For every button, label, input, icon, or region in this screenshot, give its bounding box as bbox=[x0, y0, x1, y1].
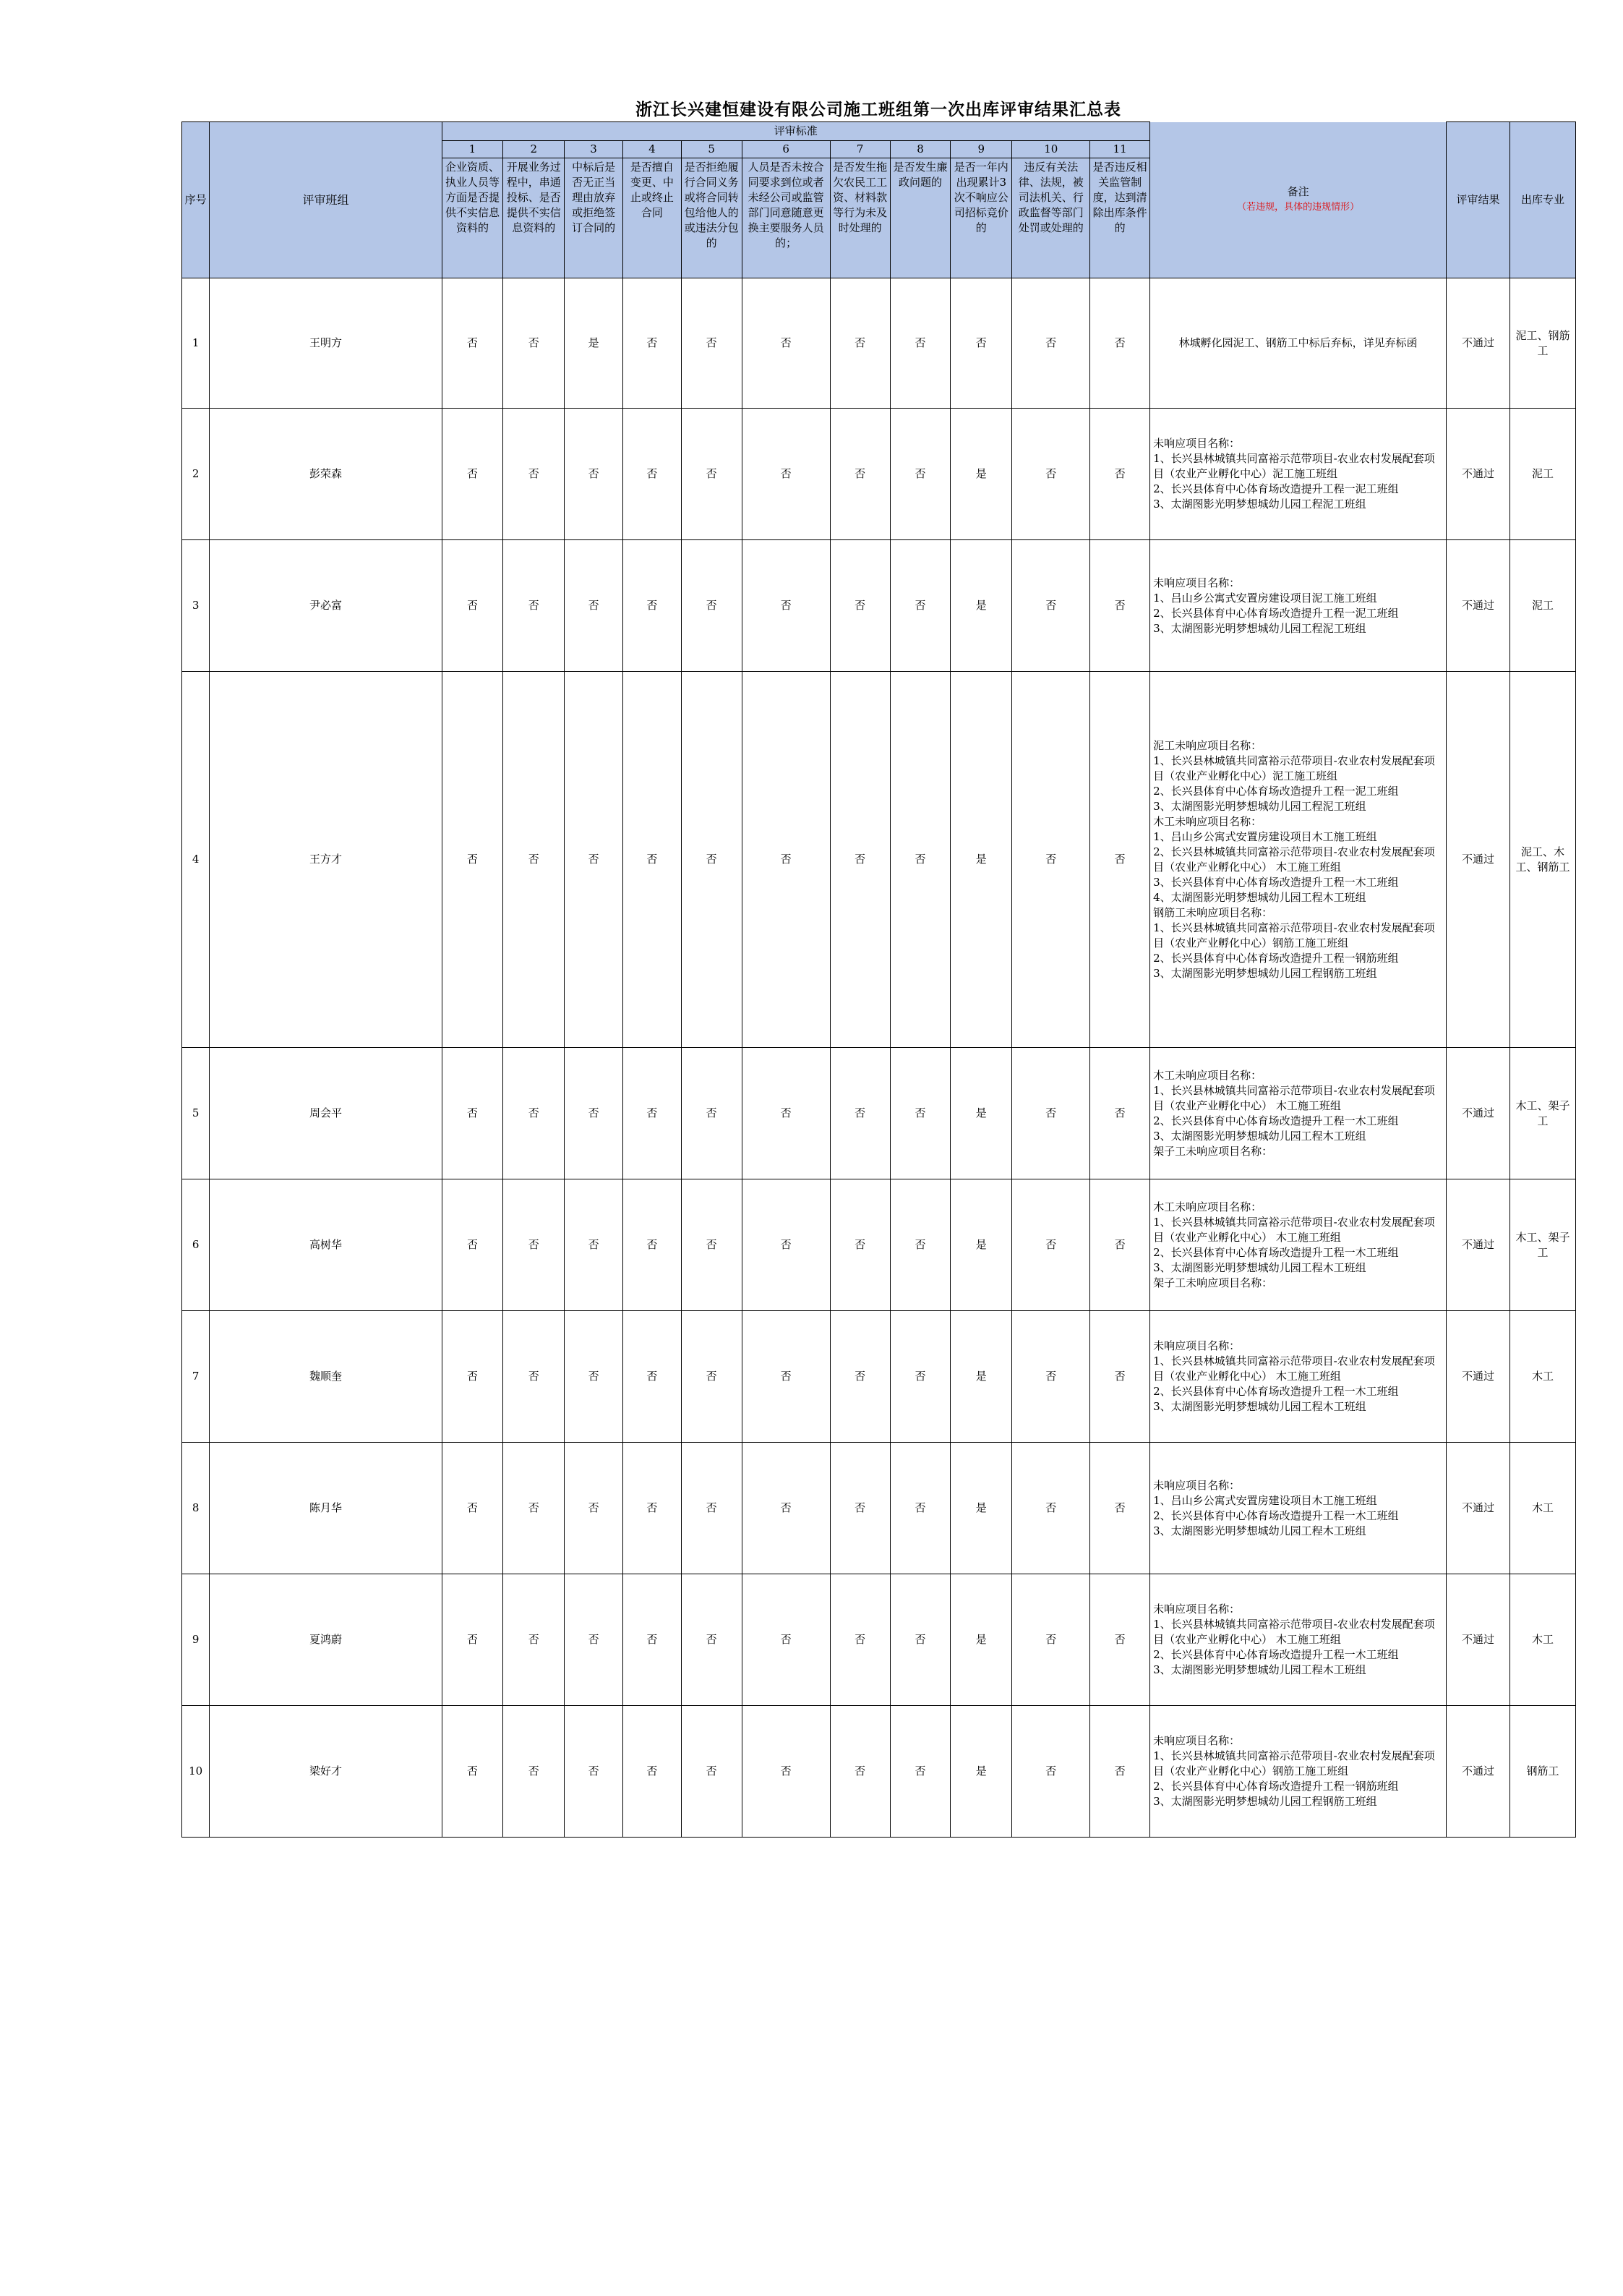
remark-line: 3、太湖图影光明梦想城幼儿园工程木工班组 bbox=[1153, 1400, 1366, 1413]
criterion-11-value: 否 bbox=[1090, 278, 1150, 409]
criterion-text-10: 违反有关法律、法规，被司法机关、行政监督等部门处罚或处理的 bbox=[1012, 158, 1090, 278]
criterion-6-value: 否 bbox=[742, 1048, 830, 1179]
team-name-cell: 魏顺奎 bbox=[210, 1311, 442, 1443]
result-cell: 不通过 bbox=[1447, 1574, 1510, 1706]
remark-cell bbox=[1150, 1574, 1447, 1706]
spec-cell: 木工、架子工 bbox=[1509, 1048, 1575, 1179]
criterion-5-value: 否 bbox=[681, 1048, 742, 1179]
criterion-number-4: 4 bbox=[622, 141, 681, 158]
criterion-number-5: 5 bbox=[681, 141, 742, 158]
remark-line: 2、长兴县体育中心体育场改造提升工程一泥工班组 bbox=[1153, 606, 1399, 620]
criterion-8-value: 否 bbox=[890, 1048, 951, 1179]
criterion-4-value: 否 bbox=[622, 672, 681, 1048]
criterion-6-value: 否 bbox=[742, 1443, 830, 1574]
criterion-9-value: 否 bbox=[951, 278, 1012, 409]
criterion-7-value: 否 bbox=[830, 278, 890, 409]
criterion-number-6: 6 bbox=[742, 141, 830, 158]
remark-cell bbox=[1150, 1179, 1447, 1311]
result-header: 评审结果 bbox=[1447, 122, 1510, 278]
criterion-number-11: 11 bbox=[1090, 141, 1150, 158]
table-row bbox=[182, 1706, 1576, 1838]
criterion-7-value: 否 bbox=[830, 1048, 890, 1179]
criterion-2-value: 否 bbox=[503, 409, 565, 540]
remark-line: 2、长兴县体育中心体育场改造提升工程一木工班组 bbox=[1153, 1245, 1399, 1259]
remark-line: 林城孵化园泥工、钢筋工中标后弃标，详见弃标函 bbox=[1178, 336, 1418, 349]
criterion-8-value: 否 bbox=[890, 409, 951, 540]
remark-line: 2、长兴县体育中心体育场改造提升工程一钢筋班组 bbox=[1153, 1780, 1399, 1793]
criterion-2-value: 否 bbox=[503, 672, 565, 1048]
remark-line: 3、太湖图影光明梦想城幼儿园工程木工班组 bbox=[1153, 1524, 1366, 1537]
criterion-2-value: 否 bbox=[503, 1443, 565, 1574]
criterion-10-value: 否 bbox=[1012, 1311, 1090, 1443]
remark-cell bbox=[1150, 672, 1447, 1048]
seq-cell: 5 bbox=[182, 1048, 210, 1179]
team-name-cell: 梁好才 bbox=[210, 1706, 442, 1838]
team-name-cell: 夏鸿蔚 bbox=[210, 1574, 442, 1706]
team-name-cell: 高树华 bbox=[210, 1179, 442, 1311]
criterion-11-value: 否 bbox=[1090, 1048, 1150, 1179]
remark-line: 2、长兴县体育中心体育场改造提升工程一木工班组 bbox=[1153, 1648, 1399, 1661]
criterion-text-5: 是否拒绝履行合同义务或将合同转包给他人的或违法分包的 bbox=[681, 158, 742, 278]
team-name-cell: 陈月华 bbox=[210, 1443, 442, 1574]
criterion-10-value: 否 bbox=[1012, 1179, 1090, 1311]
criterion-10-value: 否 bbox=[1012, 1048, 1090, 1179]
criterion-2-value: 否 bbox=[503, 1179, 565, 1311]
criterion-7-value: 否 bbox=[830, 1179, 890, 1311]
criterion-9-value: 是 bbox=[951, 672, 1012, 1048]
criterion-text-7: 是否发生拖欠农民工工资、材料款等行为未及时处理的 bbox=[830, 158, 890, 278]
criterion-9-value: 是 bbox=[951, 409, 1012, 540]
remark-line: 泥工未响应项目名称： bbox=[1153, 738, 1262, 752]
spec-header: 出库专业 bbox=[1509, 122, 1575, 278]
seq-cell: 3 bbox=[182, 540, 210, 672]
criterion-number-2: 2 bbox=[503, 141, 565, 158]
criterion-9-value: 是 bbox=[951, 1048, 1012, 1179]
remark-line: 2、长兴县体育中心体育场改造提升工程一泥工班组 bbox=[1153, 482, 1399, 495]
table-row bbox=[182, 1443, 1576, 1574]
spec-cell: 泥工、钢筋工 bbox=[1509, 278, 1575, 409]
result-cell: 不通过 bbox=[1447, 1179, 1510, 1311]
remark-line: 1、长兴县林城镇共同富裕示范带项目-农业农村发展配套项目（农业产业孵化中心） 木工施工班组 bbox=[1153, 1215, 1435, 1244]
criterion-text-3: 中标后是否无正当理由放弃或拒绝签订合同的 bbox=[565, 158, 623, 278]
spec-cell: 木工 bbox=[1509, 1311, 1575, 1443]
criterion-7-value: 否 bbox=[830, 672, 890, 1048]
seq-cell: 1 bbox=[182, 278, 210, 409]
seq-cell: 4 bbox=[182, 672, 210, 1048]
criterion-1-value: 否 bbox=[442, 1443, 503, 1574]
remark-line: 3、太湖图影光明梦想城幼儿园工程泥工班组 bbox=[1153, 498, 1366, 511]
criterion-7-value: 否 bbox=[830, 409, 890, 540]
criterion-text-8: 是否发生廉政问题的 bbox=[890, 158, 951, 278]
criterion-3-value: 否 bbox=[565, 540, 623, 672]
remark-line: 4、太湖图影光明梦想城幼儿园工程木工班组 bbox=[1153, 890, 1366, 904]
remark-line: 3、太湖图影光明梦想城幼儿园工程木工班组 bbox=[1153, 1663, 1366, 1676]
seq-cell: 7 bbox=[182, 1311, 210, 1443]
result-cell: 不通过 bbox=[1447, 540, 1510, 672]
remark-line: 未响应项目名称： bbox=[1153, 1602, 1241, 1616]
criterion-10-value: 否 bbox=[1012, 1574, 1090, 1706]
criterion-6-value: 否 bbox=[742, 540, 830, 672]
remark-line: 2、长兴县林城镇共同富裕示范带项目-农业农村发展配套项目（农业产业孵化中心） 木工施工班组 bbox=[1153, 845, 1435, 874]
remark-cell bbox=[1150, 1311, 1447, 1443]
criterion-2-value: 否 bbox=[503, 540, 565, 672]
criterion-6-value: 否 bbox=[742, 409, 830, 540]
team-name-cell: 王明方 bbox=[210, 278, 442, 409]
criterion-8-value: 否 bbox=[890, 278, 951, 409]
criterion-number-7: 7 bbox=[830, 141, 890, 158]
criterion-11-value: 否 bbox=[1090, 1706, 1150, 1838]
criterion-8-value: 否 bbox=[890, 672, 951, 1048]
spec-cell: 钢筋工 bbox=[1509, 1706, 1575, 1838]
remark-line: 3、长兴县体育中心体育场改造提升工程一木工班组 bbox=[1153, 875, 1399, 889]
result-cell: 不通过 bbox=[1447, 1048, 1510, 1179]
criterion-6-value: 否 bbox=[742, 1179, 830, 1311]
criterion-9-value: 是 bbox=[951, 1311, 1012, 1443]
seq-cell: 10 bbox=[182, 1706, 210, 1838]
criterion-number-8: 8 bbox=[890, 141, 951, 158]
page-title: 浙江长兴建恒建设有限公司施工班组第一次出库评审结果汇总表 bbox=[635, 100, 1121, 119]
remark-line: 未响应项目名称： bbox=[1153, 1339, 1241, 1352]
remark-line: 3、太湖图影光明梦想城幼儿园工程泥工班组 bbox=[1153, 621, 1366, 635]
remark-line: 1、吕山乡公寓式安置房建设项目泥工施工班组 bbox=[1153, 591, 1377, 605]
remark-header-label: 备注 bbox=[1287, 185, 1309, 199]
remark-cell bbox=[1150, 1706, 1447, 1838]
remark-line: 3、太湖图影光明梦想城幼儿园工程木工班组 bbox=[1153, 1260, 1366, 1274]
remark-header-note: （若违规，具体的违规情形） bbox=[1237, 202, 1360, 213]
criterion-7-value: 否 bbox=[830, 1706, 890, 1838]
criterion-10-value: 否 bbox=[1012, 278, 1090, 409]
criterion-8-value: 否 bbox=[890, 1179, 951, 1311]
criterion-5-value: 否 bbox=[681, 278, 742, 409]
criterion-2-value: 否 bbox=[503, 1048, 565, 1179]
criterion-10-value: 否 bbox=[1012, 1706, 1090, 1838]
criterion-3-value: 否 bbox=[565, 409, 623, 540]
remark-line: 3、太湖图影光明梦想城幼儿园工程木工班组 bbox=[1153, 1129, 1366, 1143]
remark-line: 1、长兴县林城镇共同富裕示范带项目-农业农村发展配套项目（农业产业孵化中心）钢筋工施工班组 bbox=[1153, 921, 1435, 949]
criterion-text-11: 是否违反相关监管制度，达到清除出库条件的 bbox=[1090, 158, 1150, 278]
result-cell: 不通过 bbox=[1447, 1706, 1510, 1838]
remark-line: 木工未响应项目名称： bbox=[1153, 1068, 1262, 1082]
remark-line: 1、长兴县林城镇共同富裕示范带项目-农业农村发展配套项目（农业产业孵化中心）泥工施工班组 bbox=[1153, 754, 1435, 782]
criterion-3-value: 否 bbox=[565, 1311, 623, 1443]
criterion-3-value: 否 bbox=[565, 1179, 623, 1311]
criterion-number-9: 9 bbox=[951, 141, 1012, 158]
criterion-4-value: 否 bbox=[622, 1179, 681, 1311]
criterion-6-value: 否 bbox=[742, 672, 830, 1048]
criterion-11-value: 否 bbox=[1090, 1179, 1150, 1311]
criterion-4-value: 否 bbox=[622, 1574, 681, 1706]
criterion-text-2: 开展业务过程中，串通投标、是否提供不实信息资料的 bbox=[503, 158, 565, 278]
criterion-3-value: 否 bbox=[565, 1706, 623, 1838]
team-header: 评审班组 bbox=[210, 122, 442, 278]
seq-cell: 9 bbox=[182, 1574, 210, 1706]
remark-line: 未响应项目名称： bbox=[1153, 576, 1241, 589]
criterion-10-value: 否 bbox=[1012, 540, 1090, 672]
table-row bbox=[182, 1179, 1576, 1311]
criterion-5-value: 否 bbox=[681, 409, 742, 540]
criterion-text-4: 是否擅自变更、中止或终止合同 bbox=[622, 158, 681, 278]
criterion-7-value: 否 bbox=[830, 1574, 890, 1706]
remark-line: 1、长兴县林城镇共同富裕示范带项目-农业农村发展配套项目（农业产业孵化中心）钢筋工施工班组 bbox=[1153, 1749, 1435, 1778]
remark-line: 2、长兴县体育中心体育场改造提升工程一钢筋班组 bbox=[1153, 951, 1399, 965]
remark-line: 1、长兴县林城镇共同富裕示范带项目-农业农村发展配套项目（农业产业孵化中心） 木工施工班组 bbox=[1153, 1354, 1435, 1383]
remark-line: 未响应项目名称： bbox=[1153, 437, 1241, 450]
table-row bbox=[182, 409, 1576, 540]
remark-line: 2、长兴县体育中心体育场改造提升工程一木工班组 bbox=[1153, 1114, 1399, 1127]
criterion-7-value: 否 bbox=[830, 1443, 890, 1574]
criterion-7-value: 否 bbox=[830, 1311, 890, 1443]
remark-cell bbox=[1150, 1048, 1447, 1179]
criterion-1-value: 否 bbox=[442, 540, 503, 672]
criterion-8-value: 否 bbox=[890, 1443, 951, 1574]
table-row bbox=[182, 672, 1576, 1048]
remark-line: 2、长兴县体育中心体育场改造提升工程一泥工班组 bbox=[1153, 784, 1399, 798]
remark-line: 2、长兴县体育中心体育场改造提升工程一木工班组 bbox=[1153, 1385, 1399, 1398]
remark-line: 3、太湖图影光明梦想城幼儿园工程钢筋工班组 bbox=[1153, 1795, 1377, 1808]
team-name-cell: 彭荣森 bbox=[210, 409, 442, 540]
remark-line: 1、长兴县林城镇共同富裕示范带项目-农业农村发展配套项目（农业产业孵化中心） 木工施工班组 bbox=[1153, 1083, 1435, 1112]
remark-line: 木工未响应项目名称： bbox=[1153, 814, 1262, 828]
criterion-1-value: 否 bbox=[442, 278, 503, 409]
remark-line: 1、长兴县林城镇共同富裕示范带项目-农业农村发展配套项目（农业产业孵化中心）泥工施工班组 bbox=[1153, 452, 1435, 480]
spec-cell: 木工 bbox=[1509, 1443, 1575, 1574]
result-cell: 不通过 bbox=[1447, 278, 1510, 409]
criterion-number-10: 10 bbox=[1012, 141, 1090, 158]
spec-cell: 木工、架子工 bbox=[1509, 1179, 1575, 1311]
criterion-8-value: 否 bbox=[890, 540, 951, 672]
remark-cell bbox=[1150, 1443, 1447, 1574]
remark-cell bbox=[1150, 278, 1447, 409]
criterion-2-value: 否 bbox=[503, 278, 565, 409]
review-summary-table bbox=[181, 121, 1576, 1838]
remark-line: 未响应项目名称： bbox=[1153, 1734, 1241, 1747]
criterion-11-value: 否 bbox=[1090, 1574, 1150, 1706]
criterion-1-value: 否 bbox=[442, 409, 503, 540]
criterion-9-value: 是 bbox=[951, 1574, 1012, 1706]
criterion-6-value: 否 bbox=[742, 278, 830, 409]
criterion-5-value: 否 bbox=[681, 672, 742, 1048]
criterion-4-value: 否 bbox=[622, 540, 681, 672]
result-cell: 不通过 bbox=[1447, 1311, 1510, 1443]
result-cell: 不通过 bbox=[1447, 1443, 1510, 1574]
criterion-11-value: 否 bbox=[1090, 540, 1150, 672]
team-name-cell: 王方才 bbox=[210, 672, 442, 1048]
criterion-1-value: 否 bbox=[442, 1179, 503, 1311]
criterion-11-value: 否 bbox=[1090, 409, 1150, 540]
criterion-10-value: 否 bbox=[1012, 409, 1090, 540]
criterion-9-value: 是 bbox=[951, 1706, 1012, 1838]
remark-line: 3、太湖图影光明梦想城幼儿园工程泥工班组 bbox=[1153, 799, 1366, 813]
criterion-5-value: 否 bbox=[681, 1443, 742, 1574]
criterion-7-value: 否 bbox=[830, 540, 890, 672]
criterion-1-value: 否 bbox=[442, 1048, 503, 1179]
remark-cell bbox=[1150, 540, 1447, 672]
criterion-5-value: 否 bbox=[681, 1311, 742, 1443]
criterion-3-value: 否 bbox=[565, 672, 623, 1048]
remark-line: 架子工未响应项目名称： bbox=[1153, 1276, 1273, 1289]
remark-line: 1、吕山乡公寓式安置房建设项目木工施工班组 bbox=[1153, 1493, 1377, 1507]
criterion-2-value: 否 bbox=[503, 1574, 565, 1706]
remark-line: 未响应项目名称： bbox=[1153, 1478, 1241, 1492]
remark-line: 3、太湖图影光明梦想城幼儿园工程钢筋工班组 bbox=[1153, 966, 1377, 980]
remark-line: 2、长兴县体育中心体育场改造提升工程一木工班组 bbox=[1153, 1508, 1399, 1522]
criterion-5-value: 否 bbox=[681, 1706, 742, 1838]
criterion-4-value: 否 bbox=[622, 278, 681, 409]
criterion-11-value: 否 bbox=[1090, 672, 1150, 1048]
remark-header bbox=[1150, 122, 1447, 278]
table-row bbox=[182, 540, 1576, 672]
seq-header: 序号 bbox=[182, 122, 210, 278]
criterion-5-value: 否 bbox=[681, 1574, 742, 1706]
criterion-5-value: 否 bbox=[681, 540, 742, 672]
criterion-11-value: 否 bbox=[1090, 1311, 1150, 1443]
criterion-4-value: 否 bbox=[622, 1311, 681, 1443]
criterion-9-value: 是 bbox=[951, 1443, 1012, 1574]
criterion-8-value: 否 bbox=[890, 1311, 951, 1443]
remark-line: 1、长兴县林城镇共同富裕示范带项目-农业农村发展配套项目（农业产业孵化中心） 木工施工班组 bbox=[1153, 1618, 1435, 1646]
spec-cell: 泥工 bbox=[1509, 540, 1575, 672]
criterion-11-value: 否 bbox=[1090, 1443, 1150, 1574]
criterion-3-value: 是 bbox=[565, 278, 623, 409]
criterion-3-value: 否 bbox=[565, 1443, 623, 1574]
team-name-cell: 尹必富 bbox=[210, 540, 442, 672]
criterion-3-value: 否 bbox=[565, 1048, 623, 1179]
criterion-3-value: 否 bbox=[565, 1574, 623, 1706]
criterion-2-value: 否 bbox=[503, 1311, 565, 1443]
criterion-1-value: 否 bbox=[442, 1311, 503, 1443]
table-row bbox=[182, 1311, 1576, 1443]
criterion-4-value: 否 bbox=[622, 409, 681, 540]
criterion-number-3: 3 bbox=[565, 141, 623, 158]
criterion-5-value: 否 bbox=[681, 1179, 742, 1311]
seq-cell: 8 bbox=[182, 1443, 210, 1574]
table-row bbox=[182, 1574, 1576, 1706]
criteria-group-header: 评审标准 bbox=[442, 122, 1150, 141]
result-cell: 不通过 bbox=[1447, 672, 1510, 1048]
seq-cell: 6 bbox=[182, 1179, 210, 1311]
criterion-text-6: 人员是否未按合同要求到位或者未经公司或监管部门同意随意更换主要服务人员的； bbox=[742, 158, 830, 278]
table-row bbox=[182, 278, 1576, 409]
criterion-6-value: 否 bbox=[742, 1574, 830, 1706]
spec-cell: 泥工 bbox=[1509, 409, 1575, 540]
team-name-cell: 周会平 bbox=[210, 1048, 442, 1179]
remark-line: 架子工未响应项目名称： bbox=[1153, 1144, 1273, 1158]
criterion-number-1: 1 bbox=[442, 141, 503, 158]
criterion-1-value: 否 bbox=[442, 672, 503, 1048]
remark-cell bbox=[1150, 409, 1447, 540]
table-row bbox=[182, 1048, 1576, 1179]
criterion-9-value: 是 bbox=[951, 1179, 1012, 1311]
criterion-text-1: 企业资质、执业人员等方面是否提供不实信息资料的 bbox=[442, 158, 503, 278]
criterion-8-value: 否 bbox=[890, 1574, 951, 1706]
criterion-1-value: 否 bbox=[442, 1706, 503, 1838]
criterion-6-value: 否 bbox=[742, 1311, 830, 1443]
spec-cell: 木工 bbox=[1509, 1574, 1575, 1706]
spec-cell: 泥工、木工、钢筋工 bbox=[1509, 672, 1575, 1048]
criterion-4-value: 否 bbox=[622, 1048, 681, 1179]
criterion-8-value: 否 bbox=[890, 1706, 951, 1838]
criterion-4-value: 否 bbox=[622, 1443, 681, 1574]
seq-cell: 2 bbox=[182, 409, 210, 540]
criterion-1-value: 否 bbox=[442, 1574, 503, 1706]
criterion-10-value: 否 bbox=[1012, 672, 1090, 1048]
criterion-text-9: 是否一年内出现累计3次不响应公司招标竞价的 bbox=[951, 158, 1012, 278]
result-cell: 不通过 bbox=[1447, 409, 1510, 540]
criterion-4-value: 否 bbox=[622, 1706, 681, 1838]
remark-line: 1、吕山乡公寓式安置房建设项目木工施工班组 bbox=[1153, 829, 1377, 843]
remark-line: 木工未响应项目名称： bbox=[1153, 1200, 1262, 1213]
criterion-9-value: 是 bbox=[951, 540, 1012, 672]
criterion-6-value: 否 bbox=[742, 1706, 830, 1838]
criterion-10-value: 否 bbox=[1012, 1443, 1090, 1574]
criterion-2-value: 否 bbox=[503, 1706, 565, 1838]
remark-line: 钢筋工未响应项目名称： bbox=[1153, 905, 1273, 919]
